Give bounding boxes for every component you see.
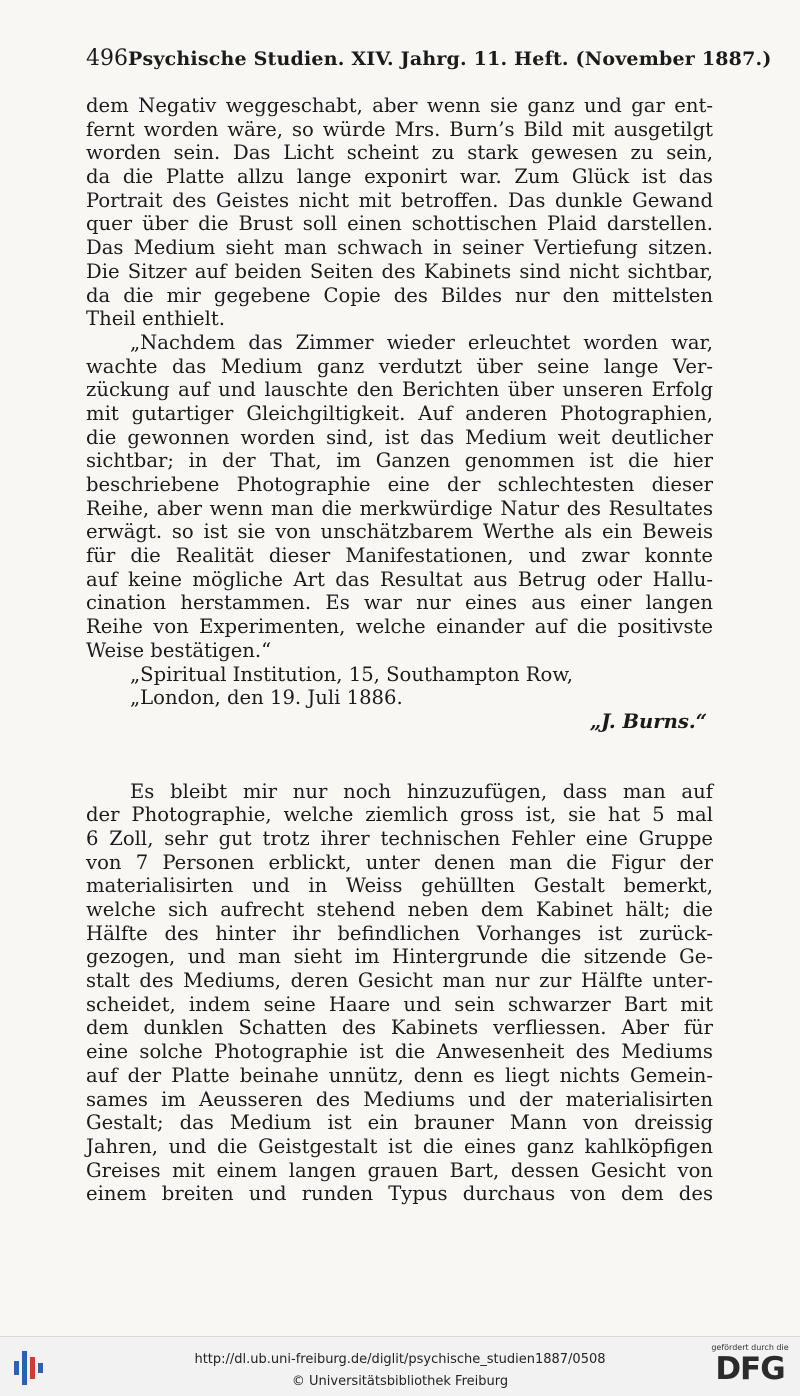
text-line: Gestalt; das Medium ist ein brauner Mann von dreissig: [86, 1111, 713, 1135]
text-line: die gewonnen worden sind, ist das Medium weit deutlicher: [86, 425, 713, 449]
text-line: scheidet, indem seine Haare und sein schwarzer Bart mit: [86, 992, 713, 1016]
text-line: welche sich aufrecht stehend neben dem Kabinet hält; die: [86, 898, 713, 921]
text-line: beschriebene Photographie eine der schlechtesten dieser: [86, 473, 713, 496]
text-line: für die Realität dieser Manifestationen, und zwar konnte: [86, 544, 713, 568]
copyright-notice: © Universitätsbibliothek Freiburg: [291, 1374, 509, 1389]
text-line: materialisirten und in Weiss gehüllten Gestalt bemerkt,: [86, 874, 713, 898]
page-number: 496: [86, 46, 128, 71]
text-line: worden sein. Das Licht scheint zu stark gewesen zu sein,: [86, 141, 713, 165]
text-line: gezogen, und man sieht im Hintergrunde die sitzende Ge-: [86, 945, 713, 969]
text-line: sichtbar; in der That, im Ganzen genommen ist die hier: [86, 449, 713, 473]
text-line: cination herstammen. Es war nur eines aus einer langen: [86, 591, 713, 615]
source-url-link[interactable]: http://dl.ub.uni-freiburg.de/diglit/psychische_studien1887/0508: [194, 1352, 606, 1367]
text-line: auf der Platte beinahe unnütz, denn es liegt nichts Gemein-: [86, 1063, 713, 1087]
signature-address: „Spiritual Institution, 15, Southampton Row,: [130, 662, 574, 686]
signature-name: „J. Burns.“: [589, 709, 707, 733]
text-line: Es bleibt mir nur noch hinzuzufügen, dass man auf: [130, 779, 713, 803]
text-line: Theil enthielt.: [86, 307, 225, 331]
funder-logo-text: DFG: [715, 1351, 785, 1387]
text-line: da die mir gegebene Copie des Bildes nur den mittelsten: [86, 283, 713, 307]
text-line: mit gutartiger Gleichgiltigkeit. Auf anderen Photographien,: [86, 401, 713, 425]
text-line: stalt des Mediums, deren Gesicht man nur zur Hälfte unter-: [86, 969, 713, 993]
text-line: sames im Aeusseren des Mediums und der materialisirten: [86, 1087, 713, 1111]
running-head: Psychische Studien. XIV. Jahrg. 11. Heft. (November 1887.): [128, 48, 772, 70]
text-line: erwägt. so ist sie von unschätzbarem Werthe als ein Beweis: [86, 520, 713, 544]
text-line: zückung auf und lauschte den Berichten über unseren Erfolg: [86, 378, 713, 402]
text-line: Greises mit einem langen grauen Bart, dessen Gesicht von: [86, 1158, 713, 1182]
text-line: von 7 Personen erblickt, unter denen man die Figur der: [86, 850, 713, 874]
text-line: Portrait des Geistes nicht mit betroffen. Das dunkle Gewand: [86, 188, 713, 212]
text-line: auf keine mögliche Art das Resultat aus Betrug oder Hallu-: [86, 567, 713, 591]
text-line: eine solche Photographie ist die Anwesenheit des Mediums: [86, 1040, 713, 1064]
body-text: [86, 94, 713, 1206]
text-line: „Nachdem das Zimmer wieder erleuchtet worden war,: [130, 330, 713, 354]
funding-note: gefördert durch die: [711, 1343, 789, 1352]
text-line: da die Platte allzu lange exponirt war. Zum Glück ist das: [86, 165, 713, 189]
text-line: 6 Zoll, sehr gut trotz ihrer technischen Fehler eine Gruppe: [86, 826, 713, 850]
text-line: wachte das Medium ganz verdutzt über seine lange Ver-: [86, 354, 713, 378]
text-line: Jahren, und die Geistgestalt ist die eines ganz kahlköpfigen: [86, 1134, 713, 1158]
text-line: einem breiten und runden Typus durchaus von dem des: [86, 1182, 713, 1206]
signature-date: „London, den 19. Juli 1886.: [130, 686, 403, 710]
text-line: quer über die Brust soll einen schottischen Plaid darstellen.: [86, 212, 713, 236]
viewer-footer: [0, 1336, 800, 1396]
text-line: dem Negativ weggeschabt, aber wenn sie ganz und gar ent-: [86, 94, 713, 117]
text-line: Reihe, aber wenn man die merkwürdige Natur des Resultates: [86, 496, 713, 520]
text-line: der Photographie, welche ziemlich gross ist, sie hat 5 mal: [86, 803, 713, 827]
text-line: dem dunklen Schatten des Kabinets verfliessen. Aber für: [86, 1016, 713, 1040]
paragraph-gap: [86, 734, 713, 780]
text-line: Reihe von Experimenten, welche einander auf die positivste: [86, 615, 713, 639]
text-line: fernt worden wäre, so würde Mrs. Burn’s Bild mit ausgetilgt: [86, 117, 713, 141]
text-line: Die Sitzer auf beiden Seiten des Kabinets sind nicht sichtbar,: [86, 259, 713, 283]
page-header: [86, 46, 772, 71]
text-line: Weise bestätigen.“: [86, 638, 272, 662]
dfg-logo: [708, 1343, 792, 1391]
text-line: Das Medium sieht man schwach in seiner Vertiefung sitzen.: [86, 236, 713, 260]
text-line: Hälfte des hinter ihr befindlichen Vorhanges ist zurück-: [86, 921, 713, 945]
